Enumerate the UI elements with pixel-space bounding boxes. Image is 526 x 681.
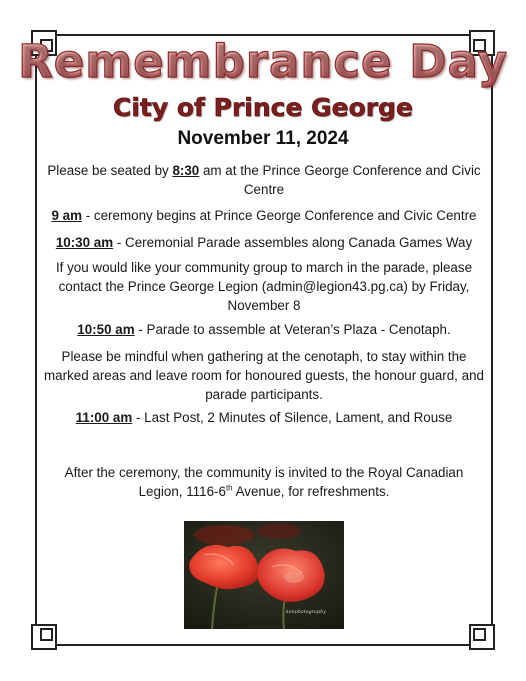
- cenotaph-time: 10:50 am: [77, 322, 135, 337]
- seating-time: 8:30: [172, 163, 200, 178]
- ceremony-item: 9 am - ceremony begins at Prince George Conference and Civic Centre: [51, 208, 477, 223]
- corner-ornament-bottom-right: [469, 624, 495, 650]
- page-subtitle: City of Prince George: [113, 93, 413, 122]
- cenotaph-item: 10:50 am - Parade to assemble at Veteran’s Plaza - Cenotaph.: [77, 322, 451, 337]
- photo-credit: nonphotography: [285, 610, 326, 615]
- ceremony-time: 9 am: [51, 208, 83, 223]
- seating-item: Please be seated by 8:30 am at the Prince George Conference and Civic Centre: [47, 163, 481, 197]
- parade-assembly-time: 10:30 am: [55, 235, 114, 250]
- parade-assembly-item: 10:30 am - Ceremonial Parade assembles along Canada Games Way: [55, 235, 473, 250]
- last-post-time: 11:00 am: [75, 410, 133, 425]
- event-date: November 11, 2024: [177, 128, 349, 149]
- poppy-photo: [184, 521, 344, 629]
- gathering-note: Please be mindful when gathering at the cenotaph, to stay within the marked areas and leave room for honoured guests, the honour guard, and parade participants.: [44, 349, 484, 402]
- page-title: Remembrance Day: [18, 35, 508, 88]
- parade-signup-note: If you would like your community group to march in the parade, please contact the Prince George Legion (admin@legion43.pg.ca) by Friday, November 8: [55, 260, 473, 313]
- refreshments-note: After the ceremony, the community is invited to the Royal Canadian Legion, 1116-6th Avenue, for refreshments.: [64, 465, 464, 499]
- last-post-item: 11:00 am - Last Post, 2 Minutes of Silence, Lament, and Rouse: [75, 410, 453, 425]
- corner-ornament-bottom-left: [31, 624, 57, 650]
